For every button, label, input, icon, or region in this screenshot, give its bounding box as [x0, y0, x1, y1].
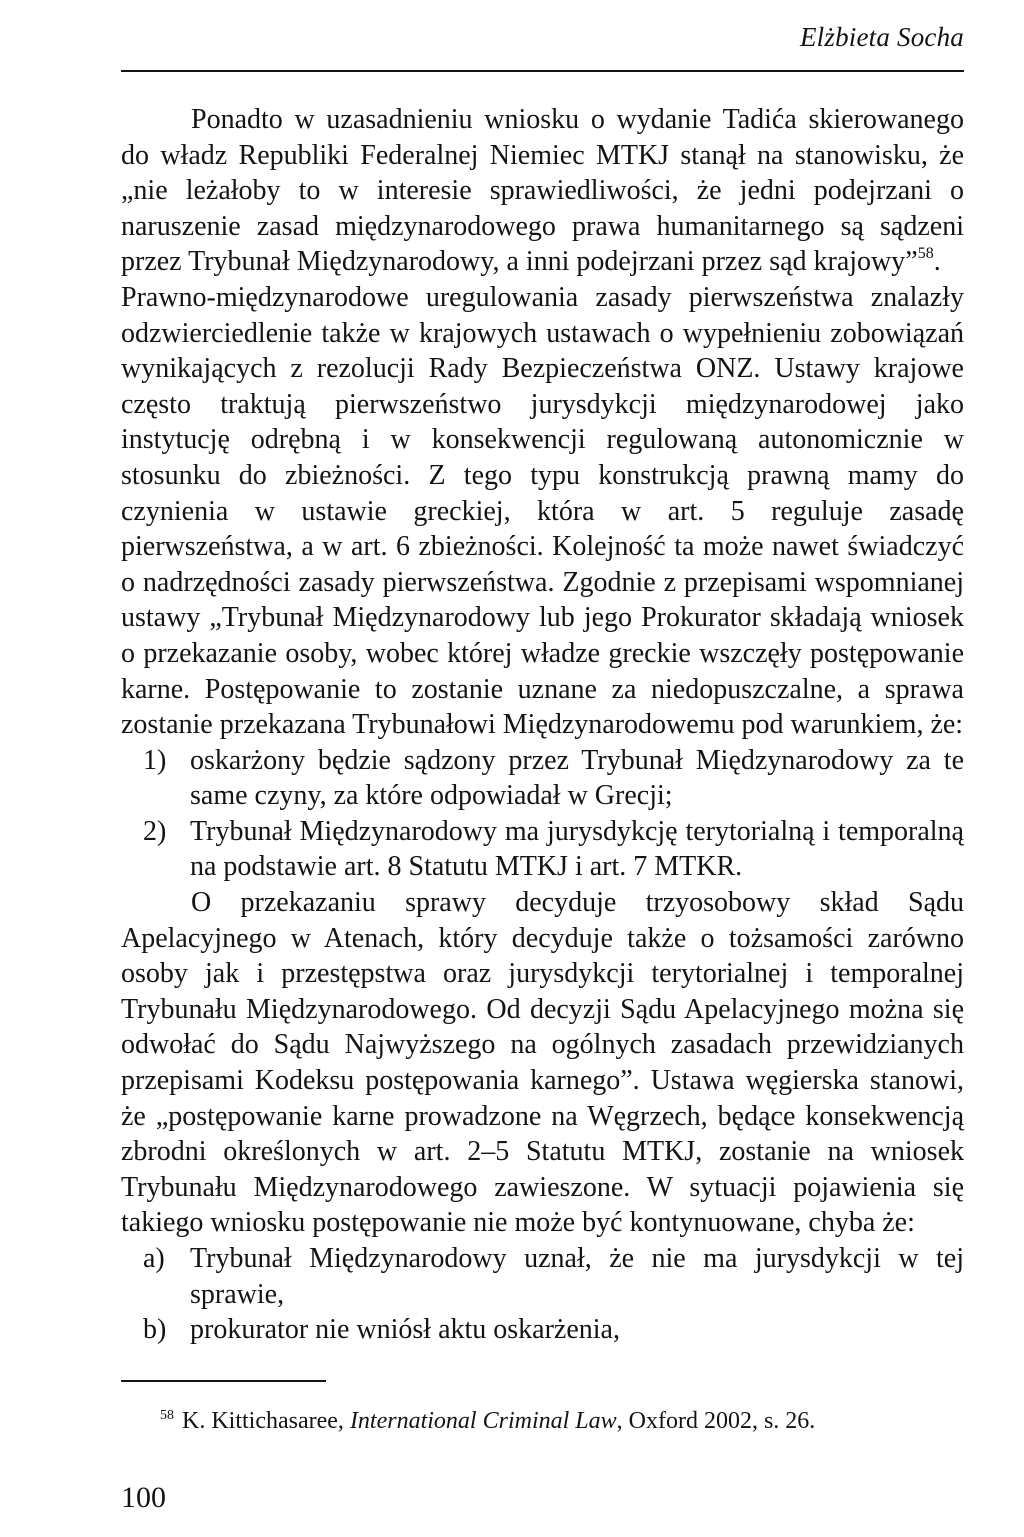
- numbered-list: [121, 743, 964, 885]
- list-item-text: Trybunał Międzynarodowy uznał, że nie ma jurysdykcji w tej sprawie,: [190, 1243, 964, 1310]
- header-rule: [121, 70, 964, 72]
- list-item-label: 2): [143, 815, 167, 847]
- paragraph-1-end: .: [933, 246, 941, 278]
- footnote: [160, 1405, 960, 1437]
- footnote-rule: [121, 1380, 326, 1382]
- footnote-title: International Criminal Law: [349, 1408, 617, 1434]
- list-item-text: oskarżony będzie sądzony przez Trybunał Międzynarodowy za te same czyny, za które odpowiadał w Grecji;: [190, 744, 964, 812]
- footnote-author: K. Kittichasaree,: [182, 1408, 344, 1434]
- list-item: [121, 1241, 964, 1312]
- page-number: 100: [121, 1481, 166, 1514]
- list-item: [121, 814, 964, 885]
- paragraph-2: Prawno-międzynarodowe uregulowania zasady pierwszeństwa znalazły odzwierciedlenie także w krajowych ustawach o wypełnieniu zobowiązań wynikających z rezolucji Rady Bezpieczeństwa ONZ. Ustawy krajowe często traktują pierwszeństwo jurysdykcji międzynarodowej jako instytucję odrębną i w konsekwencji regulowaną autonomicznie w stosunku do zbieżności. Z tego typu konstrukcją prawną mamy do czynienia w ustawie greckiej, która w art. 5 reguluje zasadę pierwszeństwa, a w art. 6 zbieżności. Kolejność ta może nawet świadczyć o nadrzędności zasady pierwszeństwa. Zgodnie z przepisami wspomnianej ustawy „Trybunał Międzynarodowy lub jego Prokurator składają wniosek o przekazanie osoby, wobec której władze greckie wszczęły postępowanie karne. Postępowanie to zostanie uznane za niedopuszczalne, a sprawa zostanie przekazana Trybunałowi Międzynarodowemu pod warunkiem, że:: [121, 281, 964, 741]
- footnote-rest: , Oxford 2002, s. 26.: [616, 1408, 816, 1434]
- list-item-text: prokurator nie wniósł aktu oskarżenia,: [190, 1314, 620, 1346]
- list-item-label: a): [143, 1243, 165, 1274]
- footnote-reference[interactable]: 58: [917, 245, 934, 263]
- list-item: [121, 1312, 964, 1348]
- list-item-label: b): [143, 1314, 167, 1346]
- running-head: Elżbieta Socha: [799, 22, 964, 52]
- paragraph-1-text: Ponadto w uzasadnieniu wniosku o wydanie Tadića skierowanego do władz Republiki Federalnej Niemiec MTKJ stanął na stanowisku, że „nie leżałoby to w interesie sprawiedliwości, że jedni podejrzani o naruszenie zasad międzynarodowego prawa humanitarnego są sądzeni przez Trybunał Międzynarodowy, a inni podejrzani przez sąd krajowy”: [121, 104, 964, 278]
- list-item: [121, 743, 964, 814]
- body-text: [121, 102, 964, 1348]
- list-item-text: Trybunał Międzynarodowy ma jurysdykcję terytorialną i temporalną na podstawie art. 8 Statutu MTKJ i art. 7 MTKR.: [190, 815, 964, 883]
- paragraph-1: [121, 102, 964, 280]
- paragraph-3: O przekazaniu sprawy decyduje trzyosobowy skład Sądu Apelacyjnego w Atenach, który decyduje także o tożsamości zarówno osoby jak i przestępstwa oraz jurysdykcji terytorialnej i temporalnej Trybunału Międzynarodowego. Od decyzji Sądu Apelacyjnego można się odwołać do Sądu Najwyższego na ogólnych zasadach przewidzianych przepisami Kodeksu postępowania karnego”. Ustawa węgierska stanowi, że „postępowanie karne prowadzone na Węgrzech, będące konsekwencją zbrodni określonych w art. 2–5 Statutu MTKJ, zostanie na wniosek Trybunału Międzynarodowego zawieszone. W sytuacji pojawienia się takiego wniosku postępowanie nie może być kontynuowane, chyba że:: [121, 887, 964, 1239]
- list-item-label: 1): [143, 744, 167, 776]
- footnote-number: 58: [160, 1408, 174, 1423]
- lettered-list: [121, 1241, 964, 1348]
